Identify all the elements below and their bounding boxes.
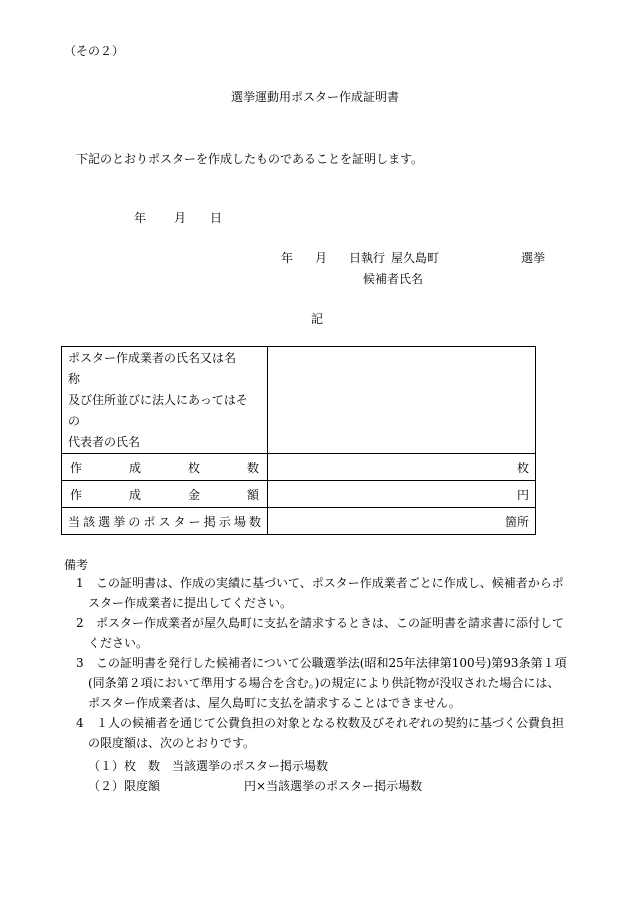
label-char: 場 [233, 514, 246, 529]
unit-label: 枚 [516, 460, 529, 475]
amount-label-cell [62, 481, 268, 508]
candidate-name-label: 候補者氏名 [363, 272, 424, 286]
boards-value-cell[interactable] [268, 508, 536, 535]
sub-item-text: 限度額 円×当該選挙のポスター掲示場数 [124, 779, 423, 793]
month-label: 月 [174, 211, 187, 225]
note-item [76, 713, 571, 753]
election-month-label: 月 [315, 251, 328, 265]
note-text: １人の候補者を通じて公費負担の対象となる枚数及びそれぞれの契約に基づく公費負担 [96, 716, 565, 730]
label-char: 金 [187, 487, 200, 502]
unit-label: 箇所 [504, 514, 529, 529]
label-char: 作 [70, 460, 83, 475]
count-value-cell[interactable] [268, 454, 536, 481]
label-char: 選 [98, 514, 111, 529]
document-label: （その２） [64, 44, 125, 58]
label-line: 代表者の氏名 [68, 435, 141, 449]
label-char: 額 [246, 487, 259, 502]
election-line [281, 249, 545, 266]
note-number: 4 [76, 716, 84, 730]
note-text: ポスター作成業者が屋久島町に支払を請求するときは、この証明書を請求書に添付して [96, 616, 565, 630]
note-item [76, 573, 571, 613]
label-char: 成 [128, 460, 141, 475]
sub-item-number: （２） [88, 779, 125, 793]
label-char: 該 [83, 514, 96, 529]
label-line: の [68, 414, 81, 428]
amount-value-cell[interactable] [268, 481, 536, 508]
note-number: 3 [76, 656, 84, 670]
note-number: 2 [76, 616, 84, 630]
label-line: 及び住所並びに法人にあってはそ [68, 393, 248, 407]
unit-label: 円 [516, 487, 529, 502]
notes-heading: 備考 [64, 558, 89, 572]
maker-value-cell[interactable] [268, 347, 536, 454]
label-char: ポ [143, 514, 156, 529]
sub-item [88, 757, 328, 774]
town-name: 屋久島町 [391, 251, 440, 265]
label-char: 示 [218, 514, 231, 529]
note-item [76, 653, 571, 713]
issue-date-line [134, 209, 222, 226]
table-row [62, 508, 536, 535]
sub-item-text: 枚 数 当該選挙のポスター掲示場数 [124, 759, 329, 773]
note-text: この証明書を発行した候補者について公職選挙法(昭和25年法律第100号)第93条第１項 [96, 656, 567, 670]
maker-label-cell [62, 347, 268, 454]
certification-statement: 下記のとおりポスターを作成したものであることを証明します。 [76, 152, 424, 166]
election-day-label: 日執行 [349, 251, 386, 265]
label-char: の [128, 514, 141, 529]
label-char: 枚 [187, 460, 200, 475]
election-label: 選挙 [521, 251, 546, 265]
label-char: 数 [246, 460, 259, 475]
sub-item-number: （１） [88, 759, 125, 773]
label-char: ス [158, 514, 171, 529]
label-line: ポスター作成業者の氏名又は名 [68, 351, 237, 365]
note-text: の限度額は、次のとおりです。 [88, 736, 256, 750]
label-char: 数 [248, 514, 261, 529]
label-char: 掲 [203, 514, 216, 529]
label-char: タ [173, 514, 186, 529]
table-row [62, 481, 536, 508]
note-number: 1 [76, 576, 84, 590]
count-label-cell [62, 454, 268, 481]
day-label: 日 [210, 211, 223, 225]
election-year-label: 年 [281, 251, 294, 265]
year-label: 年 [134, 211, 147, 225]
boards-label-cell [62, 508, 268, 535]
certificate-table [61, 346, 536, 535]
label-char: 成 [128, 487, 141, 502]
table-row [62, 347, 536, 454]
note-text: ください。 [88, 636, 149, 650]
table-row [62, 454, 536, 481]
label-line: 称 [68, 372, 81, 386]
label-char: 挙 [113, 514, 126, 529]
note-item [76, 613, 571, 653]
document-title: 選挙運動用ポスター作成証明書 [230, 90, 399, 104]
sub-item [88, 777, 422, 794]
note-text: この証明書は、作成の実績に基づいて、ポスター作成業者ごとに作成し、候補者からポ [96, 576, 564, 590]
note-text: ポスター作成業者は、屋久島町に支払を請求することはできません。 [88, 696, 461, 710]
label-char: 作 [70, 487, 83, 502]
label-char: ー [188, 514, 201, 529]
note-text: (同条第２項において準用する場合を含む。)の規定により供託物が没収された場合には、 [88, 676, 560, 690]
ki-heading: 記 [311, 312, 324, 326]
label-char: 当 [68, 514, 81, 529]
note-text: スター作成業者に提出してください。 [88, 596, 293, 610]
